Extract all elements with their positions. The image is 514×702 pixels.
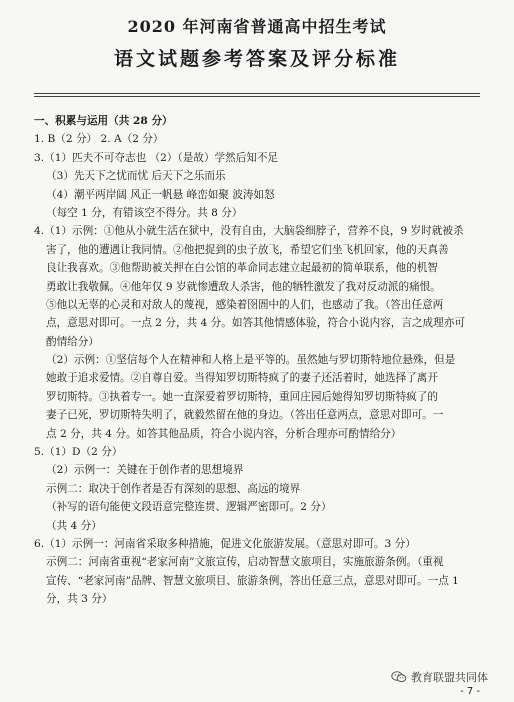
title-divider bbox=[34, 93, 480, 94]
answer-line: 罗切斯特。③执着专一。她一直深爱着罗切斯特，重回庄园后她得知罗切斯特疯了的 bbox=[46, 390, 438, 403]
answer-body bbox=[34, 112, 486, 609]
answer-line: 点 2 分，共 4 分。如答其他品质，符合小说内容，分析合理亦可酌情给分） bbox=[46, 427, 402, 440]
page-number: - 7 - bbox=[460, 686, 480, 697]
title-divider-secondary bbox=[34, 96, 480, 97]
answer-line: （2）示例一：关键在于创作者的思想境界 bbox=[46, 464, 244, 477]
section-heading: 一、积累与运用（共 28 分） bbox=[34, 115, 173, 127]
wechat-icon bbox=[391, 671, 407, 683]
answer-line: 宣传、“老家河南”品牌、智慧文旅项目、旅游条例，答出任意三点，意思对即可。一点 1 bbox=[46, 574, 459, 587]
answer-line: （2）示例：①坚信每个人在精神和人格上是平等的。虽然她与罗切斯特地位悬殊，但是 bbox=[46, 354, 456, 367]
answer-line: 示例二：取决于创作者是否有深刻的思想、高远的境界 bbox=[46, 482, 301, 495]
answer-line: （3）先天下之忧而忧 后天下之乐而乐 bbox=[46, 170, 226, 183]
scoring-note: （共 4 分） bbox=[46, 519, 102, 532]
scoring-note: （每空 1 分，有错该空不得分。共 8 分） bbox=[46, 206, 243, 219]
answer-line: 分，共 3 分） bbox=[46, 593, 113, 606]
answer-line: 5.（1）D（2 分） bbox=[34, 446, 123, 459]
answer-line: 6.（1）示例一：河南省采取多种措施，促进文化旅游发展。（意思对即可。3 分） bbox=[34, 537, 416, 550]
scoring-note: （补写的语句能使文段语意完整连贯、逻辑严密即可。2 分） bbox=[46, 501, 332, 514]
answer-line: 良让我喜欢。③他帮助被关押在白公馆的革命同志建立起最初的简单联系，他的机智 bbox=[46, 262, 438, 275]
answer-line: （4）潮平两岸阔 风正一帆悬 峰峦如聚 波涛如怒 bbox=[46, 188, 275, 201]
answer-line: ⑤他以无辜的心灵和对敌人的蔑视，感染着囹圄中的人们，也感动了我。（答出任意两 bbox=[46, 298, 444, 311]
page-title: 2020 年河南省普通高中招生考试 bbox=[127, 17, 387, 36]
answer-line: 妻子已死，罗切斯特失明了，就毅然留在他的身边。（答出任意两点，意思对即可。一 bbox=[46, 409, 444, 422]
answer-line: 1. B（2 分） 2. A（2 分） bbox=[34, 133, 164, 146]
answer-line: 点，意思对即可。一点 2 分，共 4 分。如答其他情感体验，符合小说内容，言之成理亦可 bbox=[46, 317, 465, 330]
answer-line: 酌情给分） bbox=[46, 335, 99, 348]
answer-line: 害了，他的遭遇让我同情。②他把捉到的虫子放飞，希望它们坐飞机回家，他的天真善 bbox=[46, 243, 449, 256]
answer-line: 4.（1）示例：①他从小就生活在狱中，没有自由，大脑袋细脖子，营养不良，9 岁时就被杀 bbox=[34, 225, 464, 238]
watermark bbox=[391, 669, 488, 685]
page-subtitle: 语文试题参考答案及评分标准 bbox=[113, 48, 400, 70]
watermark-text: 教育联盟共同体 bbox=[411, 671, 488, 684]
answer-line: 3.（1）匹夫不可夺志也 （2）（是故）学然后知不足 bbox=[34, 151, 279, 164]
answer-line: 勇敢让我敬佩。④他年仅 9 岁就惨遭敌人杀害，他的牺牲激发了我对反动派的痛恨。 bbox=[46, 280, 441, 293]
answer-line: 她敢于追求爱情。②自尊自爱。当得知罗切斯特疯了的妻子还活着时，她选择了离开 bbox=[46, 372, 438, 385]
answer-line: 示例二：河南省重视“老家河南”文旅宣传，启动智慧文旅项目，实施旅游条例。（重视 bbox=[46, 556, 444, 569]
